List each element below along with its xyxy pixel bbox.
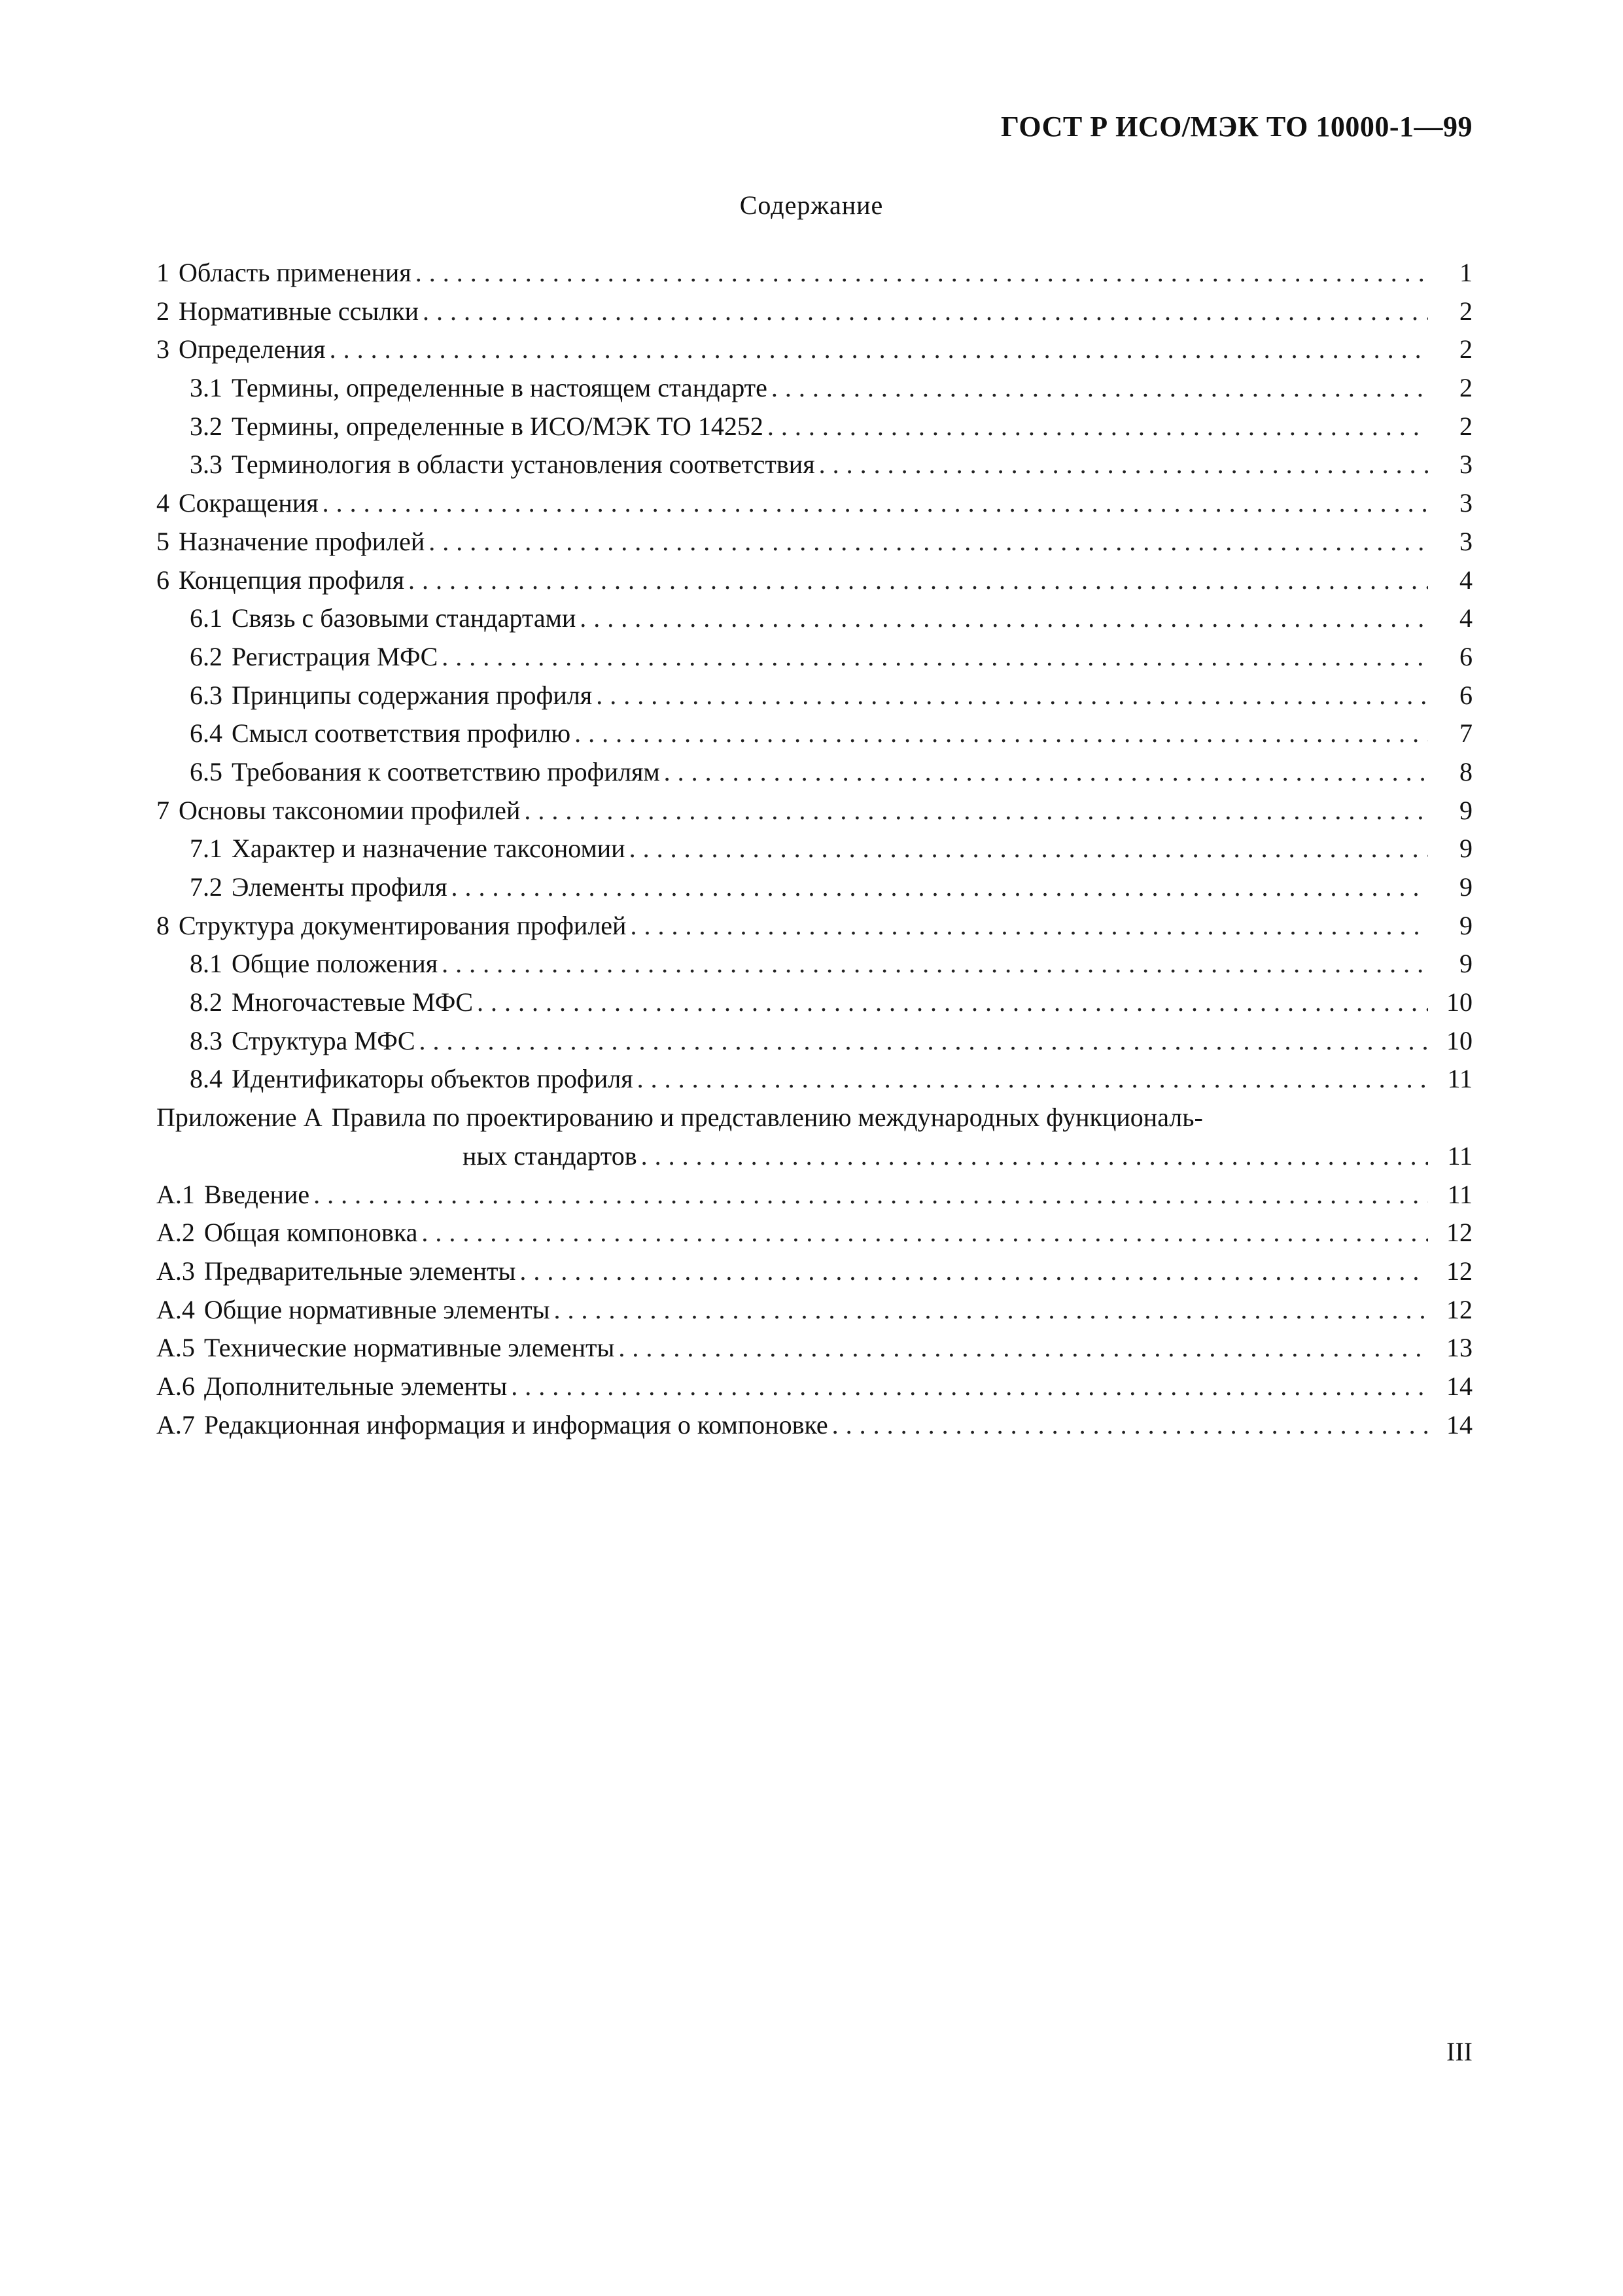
toc-entry[interactable] [156,484,1473,523]
dot-leader [524,792,1428,830]
toc-entry-title: Предварительные элементы [203,1256,516,1286]
dot-leader [428,523,1428,561]
dot-leader [511,1368,1428,1406]
dot-leader [415,254,1428,292]
toc-entry-page: 4 [1459,603,1473,633]
toc-entry[interactable] [156,1176,1473,1214]
toc-entry-page: 10 [1446,1025,1473,1055]
toc-entry-title: Общие положения [232,949,438,979]
toc-entry-title: Структура МФС [232,1025,415,1055]
dot-leader [819,446,1428,484]
toc-entry-number: 6 [156,565,169,595]
dot-leader [637,1060,1428,1099]
toc-entry-page: 9 [1459,910,1473,940]
toc-entry-number: 5 [156,526,169,556]
toc-entry-number: 3 [156,334,169,364]
dot-leader [519,1252,1428,1291]
toc-entry-title: Термины, определенные в настоящем стандарте [232,373,767,403]
dot-leader [574,715,1428,753]
toc-entry-page: 3 [1459,526,1473,556]
toc-entry[interactable] [156,983,1473,1022]
toc-entry-page: 2 [1459,373,1473,403]
toc-entry[interactable] [156,254,1473,292]
toc-entry-number: 1 [156,258,169,287]
toc-entry-page: 9 [1459,872,1473,902]
toc-entry-page: 14 [1446,1371,1473,1401]
dot-leader [451,868,1428,907]
toc-entry-page: 2 [1459,296,1473,326]
dot-leader [408,561,1428,600]
dot-leader [629,830,1428,868]
document-header: ГОСТ Р ИСО/МЭК ТО 10000-1—99 [1000,111,1473,143]
toc-entry-annex-continuation[interactable] [156,1137,1473,1176]
toc-entry[interactable] [156,599,1473,638]
toc-entry-page: 9 [1459,949,1473,979]
toc-entry-number: А.7 [156,1409,195,1439]
toc-entry[interactable] [156,408,1473,446]
toc-entry-number: А.3 [156,1256,195,1286]
toc-entry[interactable] [156,369,1473,408]
toc-entry[interactable] [156,868,1473,907]
toc-entry-title: Смысл соответствия профилю [232,718,571,749]
toc-entry-number: 8.2 [190,987,222,1017]
dot-leader [767,408,1428,446]
toc-entry[interactable] [156,1060,1473,1099]
toc-entry-number: 2 [156,296,169,326]
toc-entry-page: 2 [1459,411,1473,441]
toc-entry-page: 8 [1459,756,1473,786]
toc-entry-number: А.5 [156,1333,195,1363]
toc-entry-title: Характер и назначение таксономии [232,834,625,864]
toc-entry-page: 10 [1446,987,1473,1017]
dot-leader [421,1214,1428,1252]
toc-entry-page: 7 [1459,718,1473,749]
dot-leader [664,753,1428,792]
toc-entry-number: А.1 [156,1179,195,1209]
toc-entry-number: 8.4 [190,1064,222,1094]
dot-leader [553,1291,1428,1330]
toc-entry[interactable] [156,446,1473,484]
toc-entry[interactable] [156,561,1473,600]
toc-entry-number: 6.3 [190,680,222,710]
toc-entry[interactable] [156,907,1473,945]
toc-entry-page: 9 [1459,795,1473,825]
toc-entry-title: Идентификаторы объектов профиля [232,1064,633,1094]
toc-entry[interactable] [156,638,1473,677]
toc-entry[interactable] [156,1368,1473,1406]
toc-entry-number: Приложение А [156,1103,323,1133]
toc-entry-title: Правила по проектированию и представлению международных функциональ- [331,1103,1203,1133]
toc-entry[interactable] [156,523,1473,561]
toc-entry-title: Общая компоновка [203,1218,418,1248]
toc-entry-number: 4 [156,488,169,518]
toc-entry-page: 12 [1446,1218,1473,1248]
dot-leader [442,945,1428,983]
toc-entry-number: А.4 [156,1294,195,1324]
toc-entry-title: Принципы содержания профиля [232,680,593,710]
toc-entry-number: 6.4 [190,718,222,749]
dot-leader [580,599,1428,638]
toc-entry-title: Структура документирования профилей [179,910,627,940]
toc-entry-page: 3 [1459,450,1473,480]
toc-entry-number: 7 [156,795,169,825]
dot-leader [477,983,1428,1022]
dot-leader [771,369,1428,408]
toc-entry-title: Технические нормативные элементы [203,1333,615,1363]
toc-entry-title: Дополнительные элементы [203,1371,508,1401]
toc-entry[interactable] [156,1022,1473,1061]
toc-entry-page: 11 [1447,1179,1473,1209]
toc-entry-title: Сокращения [179,488,319,518]
dot-leader [419,1022,1428,1061]
toc-entry-page: 4 [1459,565,1473,595]
toc-entry-number: А.2 [156,1218,195,1248]
toc-entry-number: 3.2 [190,411,222,441]
toc-entry[interactable] [156,677,1473,715]
toc-entry-page: 3 [1459,488,1473,518]
dot-leader [630,907,1428,945]
dot-leader [618,1329,1428,1368]
toc-entry[interactable] [156,292,1473,331]
toc-entry-number: 8.1 [190,949,222,979]
toc-entry[interactable] [156,1406,1473,1445]
toc-entry-title: Терминология в области установления соответствия [232,450,815,480]
toc-title: Содержание [739,190,884,220]
toc-entry[interactable] [156,753,1473,792]
toc-entry-title: Редакционная информация и информация о компоновке [203,1409,828,1439]
toc-entry-number: 8.3 [190,1025,222,1055]
toc-entry-page: 12 [1446,1294,1473,1324]
toc-entry-annex[interactable] [156,1099,1473,1137]
toc-entry[interactable] [156,945,1473,983]
dot-leader [330,330,1428,369]
toc-entry-title: Назначение профилей [179,526,425,556]
toc-entry[interactable] [156,1252,1473,1291]
toc-entry-page: 11 [1447,1140,1473,1171]
toc-entry-page: 6 [1459,641,1473,671]
toc-entry-title: Термины, определенные в ИСО/МЭК ТО 14252 [232,411,763,441]
dot-leader [423,292,1428,331]
toc-entry-number: 6.1 [190,603,222,633]
dot-leader [596,677,1428,715]
toc-entry-title: Элементы профиля [232,872,447,902]
toc-entry-number: 6.2 [190,641,222,671]
toc-entry-number: А.6 [156,1371,195,1401]
toc-entry-title: Общие нормативные элементы [203,1294,550,1324]
toc-entry-page: 11 [1447,1064,1473,1094]
toc-entry-page: 13 [1446,1333,1473,1363]
page-number: III [1446,2037,1473,2066]
toc-entry[interactable] [156,792,1473,830]
dot-leader [313,1176,1428,1214]
dot-leader [323,484,1428,523]
toc-entry-title: Введение [203,1179,310,1209]
toc-entry-number: 3.3 [190,450,222,480]
toc-entry-title: ных стандартов [462,1140,637,1171]
toc-entry[interactable] [156,1329,1473,1368]
toc-entry[interactable] [156,830,1473,868]
dot-leader [641,1137,1428,1176]
dot-leader [442,638,1428,677]
toc-entry-page: 14 [1446,1409,1473,1439]
toc-entry[interactable] [156,1291,1473,1330]
toc-entry-title: Связь с базовыми стандартами [232,603,576,633]
toc-entry-title: Концепция профиля [179,565,404,595]
toc-entry-number: 3.1 [190,373,222,403]
toc-entry-number: 7.2 [190,872,222,902]
dot-leader [832,1406,1428,1445]
toc-entry-page: 9 [1459,834,1473,864]
toc-entry-title: Область применения [179,258,411,287]
toc-entry-title: Нормативные ссылки [179,296,419,326]
toc-entry-page: 12 [1446,1256,1473,1286]
toc-entry[interactable] [156,715,1473,753]
toc-entry-title: Определения [179,334,326,364]
toc-entry-page: 1 [1459,258,1473,287]
toc-entry-number: 8 [156,910,169,940]
toc-entry-number: 7.1 [190,834,222,864]
table-of-contents [156,254,1473,1444]
toc-entry-page: 2 [1459,334,1473,364]
toc-entry-page: 6 [1459,680,1473,710]
toc-entry[interactable] [156,1214,1473,1252]
toc-entry-title: Многочастевые МФС [232,987,474,1017]
toc-entry-title: Требования к соответствию профилям [232,756,660,786]
toc-entry-title: Регистрация МФС [232,641,438,671]
toc-entry-number: 6.5 [190,756,222,786]
toc-entry-title: Основы таксономии профилей [179,795,521,825]
toc-entry[interactable] [156,330,1473,369]
